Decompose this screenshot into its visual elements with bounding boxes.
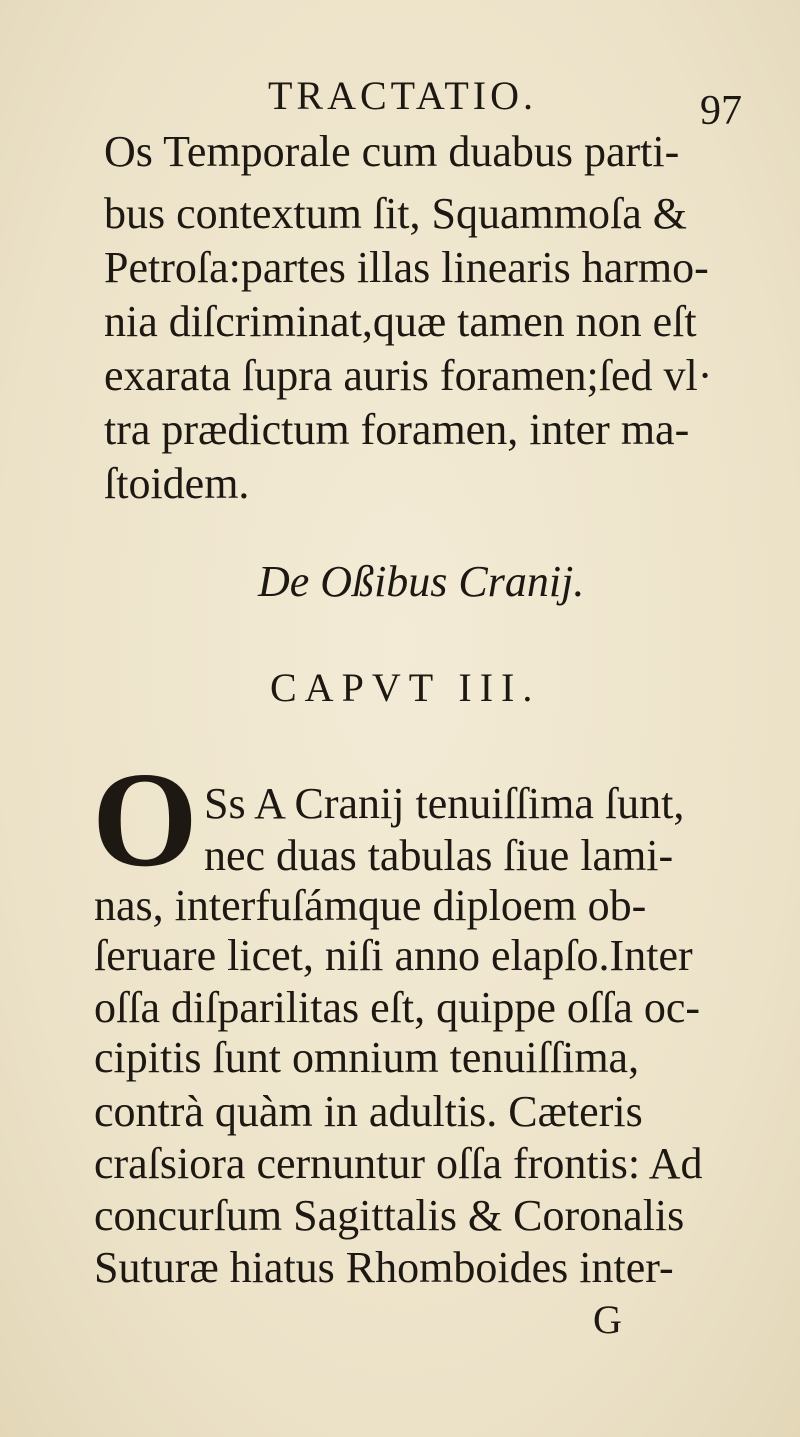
text-line: cipitis ſunt omnium tenuiſſima,: [94, 1033, 640, 1082]
page-number: 97: [700, 88, 742, 134]
text-line: Suturæ hiatus Rhomboides inter-: [94, 1243, 674, 1292]
text-line: concurſum Sagittalis & Coronalis: [94, 1191, 685, 1240]
text-line: contrà quàm in adultis. Cæteris: [94, 1087, 643, 1136]
text-line: nas, interfuſámque diploem ob-: [94, 881, 647, 930]
text-line: exarata ſupra auris foramen;ſed vl·: [104, 351, 713, 400]
text-line: tra prædictum foramen, inter ma-: [104, 405, 690, 454]
text-line: nec duas tabulas ſiue lami-: [204, 831, 674, 880]
running-title: TRACTATIO.: [268, 73, 538, 118]
text-line: ſeruare licet, niſi anno elapſo.Inter: [94, 931, 693, 980]
text-line: nia diſcriminat,quæ tamen non eſt: [104, 297, 697, 346]
section-subheading: De Oßibus Cranij.: [258, 557, 585, 606]
text-line: bus contextum ſit, Squammoſa &: [104, 189, 687, 238]
text-line: Petroſa:partes illas linearis harmo-: [104, 243, 709, 292]
text-line: ſtoidem.: [104, 459, 250, 508]
drop-cap: O: [92, 745, 198, 895]
text-line: Os Temporale cum duabus parti-: [104, 127, 680, 176]
text-line: craſsiora cernuntur oſſa frontis: Ad: [94, 1139, 703, 1188]
text-line: oſſa diſparilitas eſt, quippe oſſa oc-: [94, 983, 701, 1032]
catchword: G: [593, 1297, 622, 1342]
text-line: Ss A Cranij tenuiſſima ſunt,: [204, 779, 685, 828]
chapter-heading: CAPVT III.: [270, 665, 541, 710]
